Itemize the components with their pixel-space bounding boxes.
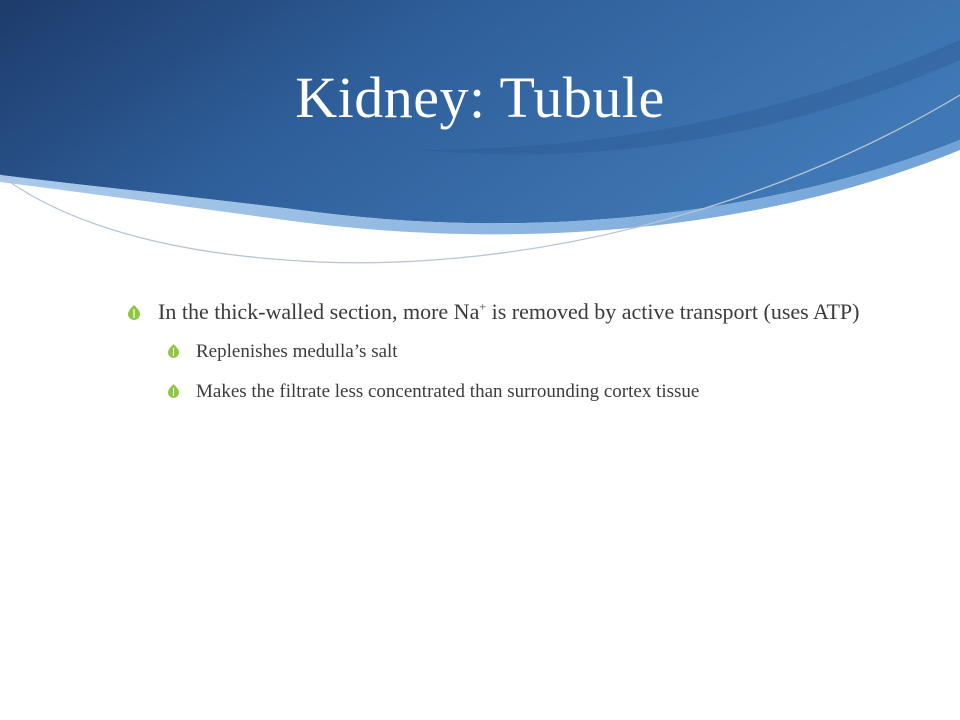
leaf-bullet-icon bbox=[168, 384, 179, 398]
bullet-item bbox=[128, 298, 908, 326]
subbullet-item bbox=[168, 340, 908, 364]
leaf-bullet-icon bbox=[168, 344, 179, 358]
slide-content bbox=[128, 298, 908, 420]
title-banner bbox=[0, 0, 960, 280]
subbullet-text: Replenishes medulla’s salt bbox=[196, 341, 398, 362]
slide-title: Kidney: Tubule bbox=[295, 65, 665, 130]
subbullet-item bbox=[168, 380, 908, 404]
sodium-charge-superscript: + bbox=[479, 299, 487, 314]
subbullet-text: Makes the filtrate less concentrated than surrounding cortex tissue bbox=[196, 381, 700, 402]
leaf-bullet-icon bbox=[128, 305, 140, 320]
bullet-text-before: In the thick-walled section, more Na bbox=[158, 299, 480, 324]
bullet-text-after: is removed by active transport (uses ATP) bbox=[486, 299, 860, 324]
